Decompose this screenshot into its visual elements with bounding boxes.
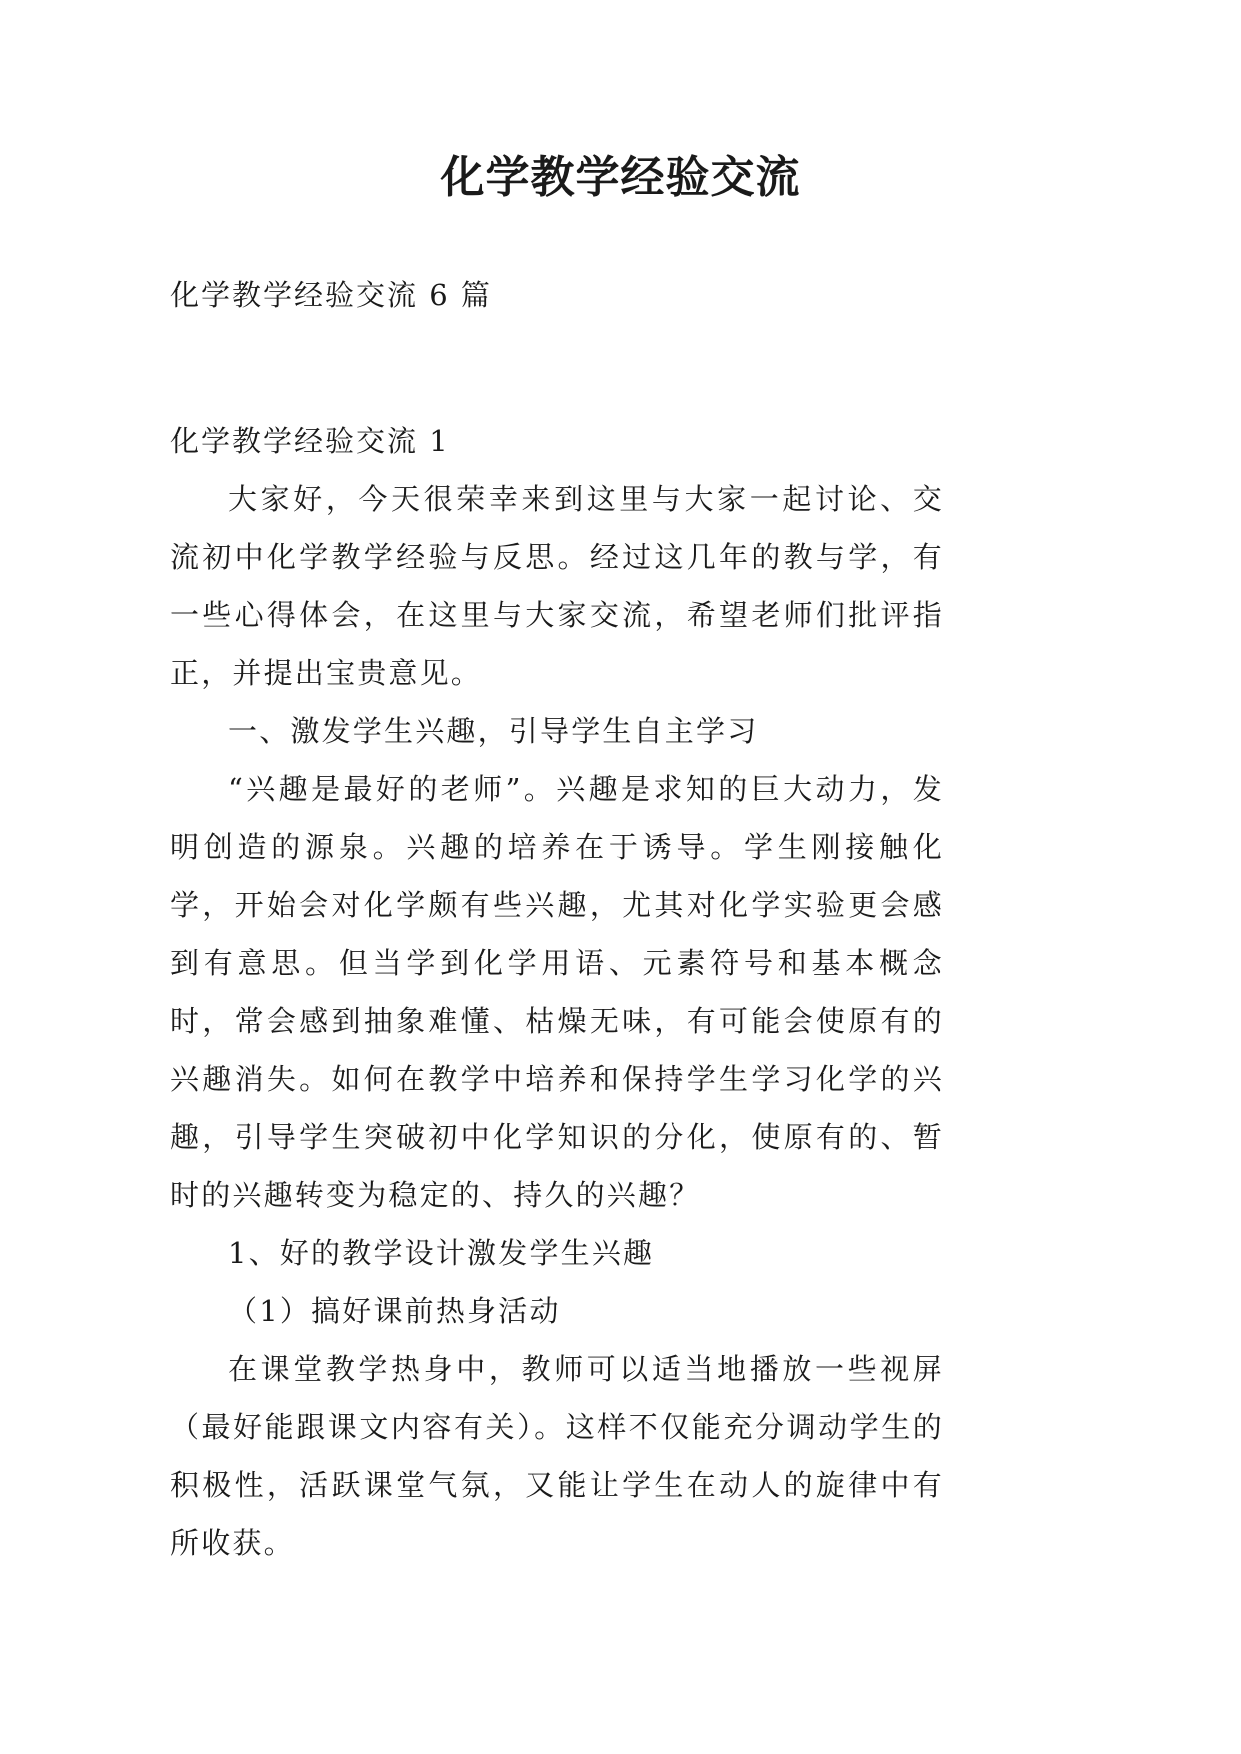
page-title: 化学教学经验交流	[440, 152, 801, 203]
paragraph-subheading-1: 1、好的教学设计激发学生兴趣	[228, 1236, 655, 1270]
document-subtitle: 化学教学经验交流 6 篇	[170, 278, 492, 312]
paragraph-interest: “兴趣是最好的老师”。兴趣是求知的巨大动力，发明创造的源泉。兴趣的培养在于诱导。学生刚接触化学，开始会对化学颇有些兴趣，尤其对化学实验更会感到有意思。但当学到化学用语、元素符号和基本概念时，常会感到抽象难懂、枯燥无味，有可能会使原有的兴趣消失。如何在教学中培养和保持学生学习化学的兴趣，引导学生突破初中化学知识的分化，使原有的、暂时的兴趣转变为稳定的、持久的兴趣？	[170, 772, 944, 1212]
paragraph-subheading-1-1: （1）搞好课前热身活动	[228, 1294, 561, 1328]
document-body	[170, 470, 944, 1572]
section-heading: 化学教学经验交流 1	[170, 424, 450, 458]
paragraph-heading-1: 一、激发学生兴趣，引导学生自主学习	[228, 714, 759, 748]
paragraph-warmup: 在课堂教学热身中，教师可以适当地播放一些视屏（最好能跟课文内容有关）。这样不仅能充分调动学生的积极性，活跃课堂气氛，又能让学生在动人的旋律中有所收获。	[170, 1352, 944, 1560]
paragraph-intro: 大家好，今天很荣幸来到这里与大家一起讨论、交流初中化学教学经验与反思。经过这几年的教与学，有一些心得体会，在这里与大家交流，希望老师们批评指正，并提出宝贵意见。	[170, 482, 944, 690]
